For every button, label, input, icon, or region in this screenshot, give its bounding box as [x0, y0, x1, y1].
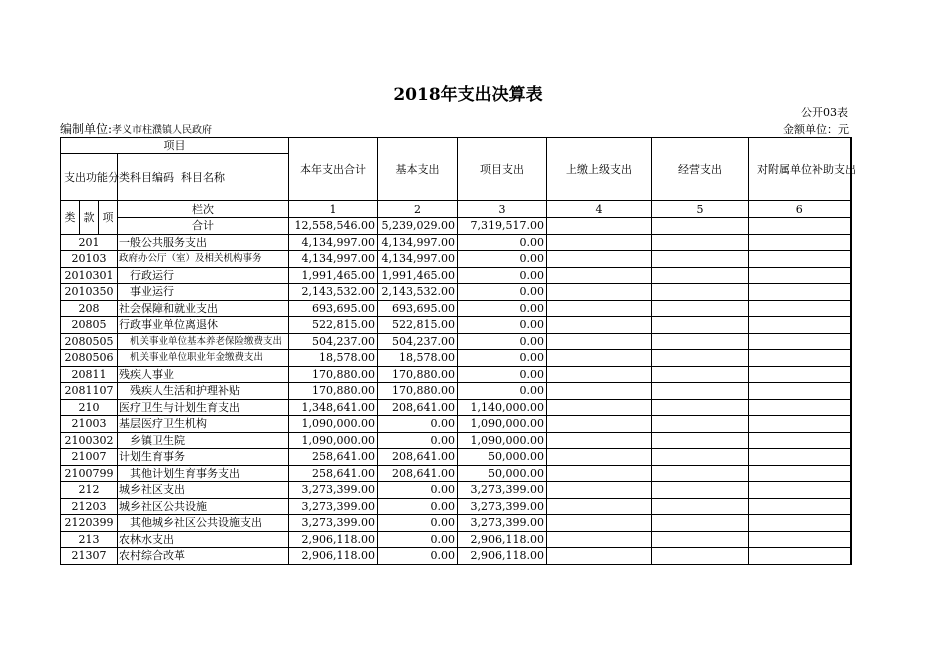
col-number-2: 2 — [378, 201, 458, 218]
row-business — [652, 267, 749, 284]
table-row — [61, 432, 851, 449]
table-row — [61, 350, 851, 367]
row-business — [652, 366, 749, 383]
row-total: 3,273,399.00 — [289, 498, 378, 515]
row-upper — [547, 366, 652, 383]
header-project: 项目支出 — [458, 138, 547, 201]
row-business — [652, 284, 749, 301]
total-sum: 12,558,546.00 — [289, 218, 378, 235]
row-business — [652, 399, 749, 416]
row-subsidy — [749, 482, 851, 499]
row-code: 2081107 — [61, 383, 118, 400]
table-row — [61, 284, 851, 301]
row-name: 农村综合改革 — [118, 548, 289, 565]
total-basic: 5,239,029.00 — [378, 218, 458, 235]
row-project: 1,090,000.00 — [458, 416, 547, 433]
row-subsidy — [749, 284, 851, 301]
row-business — [652, 548, 749, 565]
row-project: 2,906,118.00 — [458, 531, 547, 548]
row-name: 计划生育事务 — [118, 449, 289, 466]
row-total: 4,134,997.00 — [289, 234, 378, 251]
table-row — [61, 449, 851, 466]
row-total: 1,090,000.00 — [289, 432, 378, 449]
row-upper — [547, 515, 652, 532]
row-upper — [547, 333, 652, 350]
row-subsidy — [749, 399, 851, 416]
row-business — [652, 515, 749, 532]
row-basic: 208,641.00 — [378, 465, 458, 482]
table-row — [61, 317, 851, 334]
row-code: 21007 — [61, 449, 118, 466]
org-line — [60, 120, 212, 137]
row-total: 170,880.00 — [289, 383, 378, 400]
row-code: 2100799 — [61, 465, 118, 482]
row-upper — [547, 267, 652, 284]
table-row — [61, 515, 851, 532]
row-subsidy — [749, 548, 851, 565]
header-xiang: 项 — [99, 201, 118, 235]
row-business — [652, 482, 749, 499]
row-name: 事业运行 — [118, 284, 289, 301]
row-basic: 4,134,997.00 — [378, 251, 458, 268]
row-business — [652, 317, 749, 334]
row-upper — [547, 548, 652, 565]
row-total: 522,815.00 — [289, 317, 378, 334]
row-business — [652, 465, 749, 482]
row-code: 2120399 — [61, 515, 118, 532]
row-code: 212 — [61, 482, 118, 499]
row-upper — [547, 317, 652, 334]
col-number-4: 4 — [547, 201, 652, 218]
row-total: 18,578.00 — [289, 350, 378, 367]
report-title: 2018年支出决算表 — [393, 85, 543, 105]
row-project: 0.00 — [458, 383, 547, 400]
table-row — [61, 251, 851, 268]
header-item: 项目 — [61, 138, 289, 154]
row-subsidy — [749, 317, 851, 334]
row-project: 3,273,399.00 — [458, 515, 547, 532]
table-row — [61, 548, 851, 565]
row-basic: 693,695.00 — [378, 300, 458, 317]
expenditure-table — [60, 137, 856, 565]
header-total: 本年支出合计 — [289, 138, 378, 201]
row-upper — [547, 465, 652, 482]
row-upper — [547, 399, 652, 416]
table-row — [61, 416, 851, 433]
row-total: 2,143,532.00 — [289, 284, 378, 301]
row-code: 210 — [61, 399, 118, 416]
row-basic: 170,880.00 — [378, 366, 458, 383]
row-basic: 18,578.00 — [378, 350, 458, 367]
row-basic: 170,880.00 — [378, 383, 458, 400]
row-project: 0.00 — [458, 284, 547, 301]
row-subsidy — [749, 498, 851, 515]
row-project: 0.00 — [458, 317, 547, 334]
row-subsidy — [749, 234, 851, 251]
row-project: 0.00 — [458, 366, 547, 383]
row-total: 3,273,399.00 — [289, 515, 378, 532]
row-name: 乡镇卫生院 — [118, 432, 289, 449]
row-name: 机关事业单位职业年金缴费支出 — [118, 350, 289, 367]
row-project: 50,000.00 — [458, 465, 547, 482]
table-row — [61, 465, 851, 482]
row-code: 21307 — [61, 548, 118, 565]
row-upper — [547, 284, 652, 301]
total-subsidy — [749, 218, 851, 235]
row-project: 2,906,118.00 — [458, 548, 547, 565]
row-total: 258,641.00 — [289, 465, 378, 482]
row-name: 农林水支出 — [118, 531, 289, 548]
row-basic: 1,991,465.00 — [378, 267, 458, 284]
org-name: 孝义市柱濮镇人民政府 — [112, 125, 213, 136]
header-code-group: 支出功能分类科目编码 — [61, 154, 118, 201]
table-row — [61, 383, 851, 400]
row-total: 4,134,997.00 — [289, 251, 378, 268]
row-business — [652, 416, 749, 433]
row-code: 21003 — [61, 416, 118, 433]
col-number-5: 5 — [652, 201, 749, 218]
row-code: 2010350 — [61, 284, 118, 301]
row-basic: 0.00 — [378, 548, 458, 565]
table-row — [61, 366, 851, 383]
total-business — [652, 218, 749, 235]
total-label: 合计 — [118, 218, 289, 235]
row-code: 2080506 — [61, 350, 118, 367]
row-name: 城乡社区支出 — [118, 482, 289, 499]
row-upper — [547, 251, 652, 268]
row-name: 医疗卫生与计划生育支出 — [118, 399, 289, 416]
row-subsidy — [749, 465, 851, 482]
row-total: 2,906,118.00 — [289, 548, 378, 565]
total-project: 7,319,517.00 — [458, 218, 547, 235]
row-subsidy — [749, 432, 851, 449]
row-code: 2080505 — [61, 333, 118, 350]
org-label: 编制单位: — [60, 122, 113, 136]
table-row — [61, 482, 851, 499]
row-code: 201 — [61, 234, 118, 251]
row-code: 208 — [61, 300, 118, 317]
table-row — [61, 333, 851, 350]
row-code: 21203 — [61, 498, 118, 515]
row-name: 其他城乡社区公共设施支出 — [118, 515, 289, 532]
row-name: 一般公共服务支出 — [118, 234, 289, 251]
table-row — [61, 531, 851, 548]
row-total: 2,906,118.00 — [289, 531, 378, 548]
row-project: 3,273,399.00 — [458, 482, 547, 499]
row-name: 基层医疗卫生机构 — [118, 416, 289, 433]
row-business — [652, 531, 749, 548]
row-upper — [547, 531, 652, 548]
row-code: 20805 — [61, 317, 118, 334]
row-project: 1,140,000.00 — [458, 399, 547, 416]
table-row — [61, 498, 851, 515]
row-upper — [547, 432, 652, 449]
unit-label: 金额单位：元 — [783, 123, 849, 136]
row-total: 1,090,000.00 — [289, 416, 378, 433]
header-lei: 类 — [61, 201, 80, 235]
row-basic: 0.00 — [378, 416, 458, 433]
row-name: 行政运行 — [118, 267, 289, 284]
row-business — [652, 300, 749, 317]
row-code: 20103 — [61, 251, 118, 268]
row-name: 残疾人生活和护理补贴 — [118, 383, 289, 400]
row-basic: 0.00 — [378, 515, 458, 532]
row-business — [652, 498, 749, 515]
header-subsidy: 对附属单位补助支出 — [749, 138, 851, 201]
row-upper — [547, 234, 652, 251]
row-basic: 0.00 — [378, 482, 458, 499]
row-basic: 208,641.00 — [378, 449, 458, 466]
table-code: 公开03表 — [801, 106, 848, 119]
row-business — [652, 251, 749, 268]
row-total: 170,880.00 — [289, 366, 378, 383]
row-basic: 0.00 — [378, 432, 458, 449]
row-subsidy — [749, 350, 851, 367]
col-number-3: 3 — [458, 201, 547, 218]
row-subsidy — [749, 449, 851, 466]
row-name: 政府办公厅（室）及相关机构事务 — [118, 251, 289, 268]
row-name: 其他计划生育事务支出 — [118, 465, 289, 482]
row-total: 1,991,465.00 — [289, 267, 378, 284]
header-basic: 基本支出 — [378, 138, 458, 201]
row-total: 3,273,399.00 — [289, 482, 378, 499]
row-business — [652, 234, 749, 251]
row-name: 社会保障和就业支出 — [118, 300, 289, 317]
row-project: 1,090,000.00 — [458, 432, 547, 449]
row-code: 2100302 — [61, 432, 118, 449]
row-total: 258,641.00 — [289, 449, 378, 466]
row-project: 0.00 — [458, 267, 547, 284]
row-code: 213 — [61, 531, 118, 548]
row-upper — [547, 383, 652, 400]
row-name: 残疾人事业 — [118, 366, 289, 383]
row-upper — [547, 416, 652, 433]
header-name: 科目名称 — [118, 154, 289, 201]
row-name: 行政事业单位离退休 — [118, 317, 289, 334]
row-business — [652, 432, 749, 449]
row-business — [652, 383, 749, 400]
row-name: 机关事业单位基本养老保险缴费支出 — [118, 333, 289, 350]
row-subsidy — [749, 267, 851, 284]
col-number-6: 6 — [749, 201, 851, 218]
row-upper — [547, 482, 652, 499]
row-subsidy — [749, 300, 851, 317]
row-upper — [547, 350, 652, 367]
row-project: 0.00 — [458, 300, 547, 317]
row-basic: 4,134,997.00 — [378, 234, 458, 251]
row-business — [652, 449, 749, 466]
row-total: 693,695.00 — [289, 300, 378, 317]
table-row — [61, 300, 851, 317]
row-total: 1,348,641.00 — [289, 399, 378, 416]
row-name: 城乡社区公共设施 — [118, 498, 289, 515]
row-project: 0.00 — [458, 234, 547, 251]
row-code: 20811 — [61, 366, 118, 383]
row-project: 3,273,399.00 — [458, 498, 547, 515]
col-number-1: 1 — [289, 201, 378, 218]
row-upper — [547, 300, 652, 317]
header-business: 经营支出 — [652, 138, 749, 201]
row-subsidy — [749, 251, 851, 268]
row-project: 50,000.00 — [458, 449, 547, 466]
row-basic: 0.00 — [378, 498, 458, 515]
row-basic: 2,143,532.00 — [378, 284, 458, 301]
table-row — [61, 267, 851, 284]
row-project: 0.00 — [458, 333, 547, 350]
total-upper — [547, 218, 652, 235]
row-business — [652, 333, 749, 350]
row-subsidy — [749, 515, 851, 532]
header-kuan: 款 — [80, 201, 99, 235]
row-basic: 504,237.00 — [378, 333, 458, 350]
table-row — [61, 399, 851, 416]
row-subsidy — [749, 383, 851, 400]
row-subsidy — [749, 333, 851, 350]
total-row — [61, 218, 851, 235]
row-basic: 0.00 — [378, 531, 458, 548]
row-upper — [547, 498, 652, 515]
row-code: 2010301 — [61, 267, 118, 284]
row-basic: 208,641.00 — [378, 399, 458, 416]
row-project: 0.00 — [458, 251, 547, 268]
table-row — [61, 234, 851, 251]
row-subsidy — [749, 366, 851, 383]
row-business — [652, 350, 749, 367]
row-upper — [547, 449, 652, 466]
row-project: 0.00 — [458, 350, 547, 367]
row-subsidy — [749, 531, 851, 548]
header-upper: 上缴上级支出 — [547, 138, 652, 201]
header-lanci: 栏次 — [118, 201, 289, 218]
row-subsidy — [749, 416, 851, 433]
row-total: 504,237.00 — [289, 333, 378, 350]
row-basic: 522,815.00 — [378, 317, 458, 334]
